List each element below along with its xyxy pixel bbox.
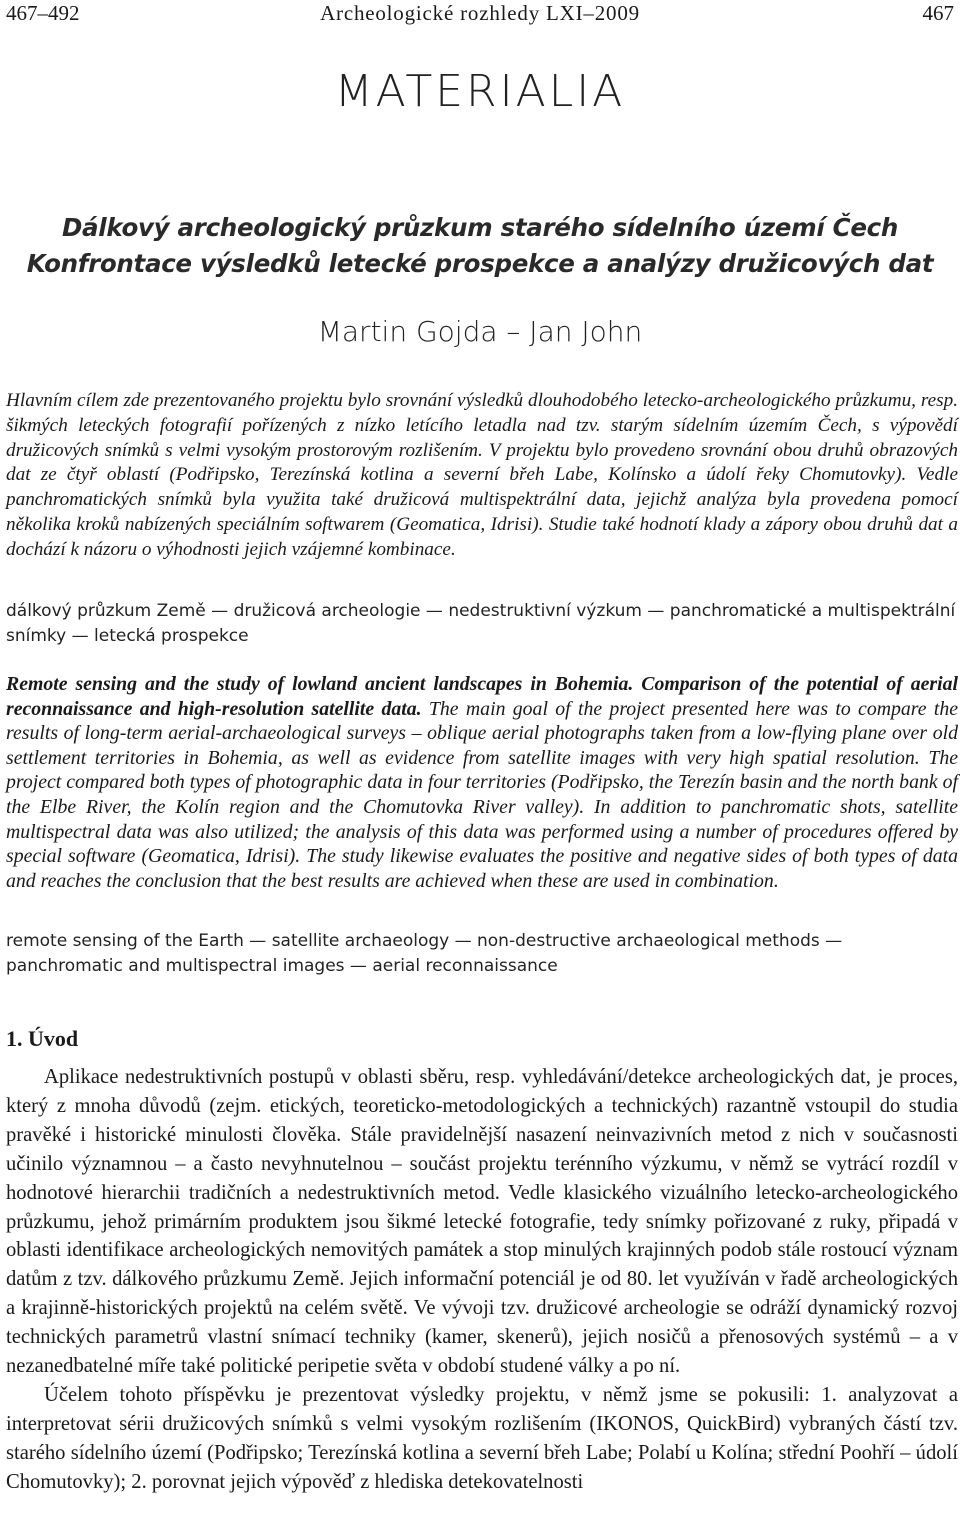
running-head bbox=[6, 0, 954, 28]
body-paragraph: Účelem tohoto příspěvku je prezentovat výsledky projektu, v němž jsme se pokusili: 1. analyzovat a interpretovat sérii družicových snímků s velmi vysokým rozlišením (IKONOS, QuickBird) vybraných částí tzv. starého sídelního území (Podřipsko; Terezínská kotlina a severní břeh Labe; Polabí u Kolína; střední Poohří – údolí Chomutovky); 2. porovnat jejich výpověď z hlediska detekovatelnosti bbox=[6, 1383, 958, 1493]
authors: Martin Gojda – Jan John bbox=[317, 315, 643, 348]
article-title-line-1: Dálkový archeologický průzkum starého sídelního území Čech bbox=[61, 213, 899, 242]
body-paragraph: Aplikace nedestruktivních postupů v oblasti sběru, resp. vyhledávání/detekce archeologických dat, je proces, který z mnoha důvodů (zejm. etických, teoreticko-metodologických a technických) razantně vstoupil do studia pravěké i historické minulosti člověka. Stále pravidelnější nasazení neinvazivních metod z nich v současnosti učinilo významnou – a často nevyhnutelnou – součást projektu terénního výzkumu, v němž se vytrácí rozdíl v hodnotové hierarchii tradičních a nedestruktivních metod. Vedle klasického vizuálního letecko-archeologického průzkumu, jehož primárním produktem jsou šikmé letecké fotografie, tedy snímky pořizované z ruky, připadá v oblasti identifikace archeologických nemovitých památek a stop minulých krajinných podob stále rostoucí význam datům z tzv. dálkového průzkumu Země. Jejich informační potenciál je od 80. let využíván v řadě archeologických a krajinně-historických projektů na celém světě. Ve vývoji tzv. družicové archeologie se odráží dynamický rozvoj technických parametrů vlastní snímací techniky (kamer, skenerů), jejich nosičů a přenosových systémů – a v nezanedbatelné míře také politické peripetie světa v období studené války a po ní. bbox=[6, 1066, 958, 1378]
article-title-line-2: Konfrontace výsledků letecké prospekce a analýzy družicových dat bbox=[26, 249, 934, 278]
keywords-czech: dálkový průzkum Země — družicová archeologie — nedestruktivní výzkum — panchromatické a multispektrální snímky — letecká prospekce bbox=[6, 601, 956, 646]
abstract-english bbox=[6, 672, 958, 893]
keywords-english: remote sensing of the Earth — satellite archaeology — non-destructive archaeological methods — panchromatic and multispectral images — aerial reconnaissance bbox=[6, 931, 843, 976]
abstract-czech: Hlavním cílem zde prezentovaného projektu bylo srovnání výsledků dlouhodobého letecko-archeologického průzkumu, resp. šikmých leteckých fotografií pořízených z nízko letícího letadla nad tzv. starým sídelním územím Čech, s výpovědí družicových snímků s velmi vysokým prostorovým rozlišením. V projektu bylo provedeno srovnání obou druhů obrazových dat ze čtyř oblastí (Podřipsko, Terezínská kotlina a severní břeh Labe, Kolínsko a údolí řeky Chomutovky). Vedle panchromatických snímků byla využita také družicová multispektrální data, jejichž analýza byla provedena pomocí několika kroků nabízených speciálním softwarem (Geomatica, Idrisi). Studie také hodnotí klady a zápory obou druhů dat a dochází k názoru o výhodnosti jejich vzájemné kombinace. bbox=[6, 390, 958, 560]
abstract-english-text: The main goal of the project presented here was to compare the results of long-term aerial-archaeological surveys – oblique aerial photographs taken from a low-flying plane over old settlement territories in Bohemia, as well as evidence from satellite images with very high spatial resolution. The project compared both types of photographic data in four territories (Podřipsko, the Terezín basin and the north bank of the Elbe River, the Kolín region and the Chomutovka River valley). In addition to panchromatic shots, satellite multispectral data was also utilized; the analysis of this data was performed using a number of procedures offered by special software (Geomatica, Idrisi). The study likewise evaluates the positive and negative sides of both types of data and reaches the conclusion that the best results are achieved when these are used in combination. bbox=[6, 697, 958, 892]
section-heading: 1. Úvod bbox=[6, 1026, 79, 1051]
page-number: 467 bbox=[922, 1, 954, 25]
abstract-english-title: Remote sensing and the study of lowland ancient landscapes in Bohemia. Comparison of the potential of aerial reconnaissance and high-resolution satellite data. bbox=[6, 673, 958, 720]
page-range: 467–492 bbox=[6, 1, 80, 25]
article-title bbox=[0, 210, 960, 282]
body-text bbox=[6, 1063, 958, 1497]
journal-name: Archeologické rozhledy LXI–2009 bbox=[320, 1, 640, 25]
section-title: MATERIALIA bbox=[334, 66, 626, 117]
